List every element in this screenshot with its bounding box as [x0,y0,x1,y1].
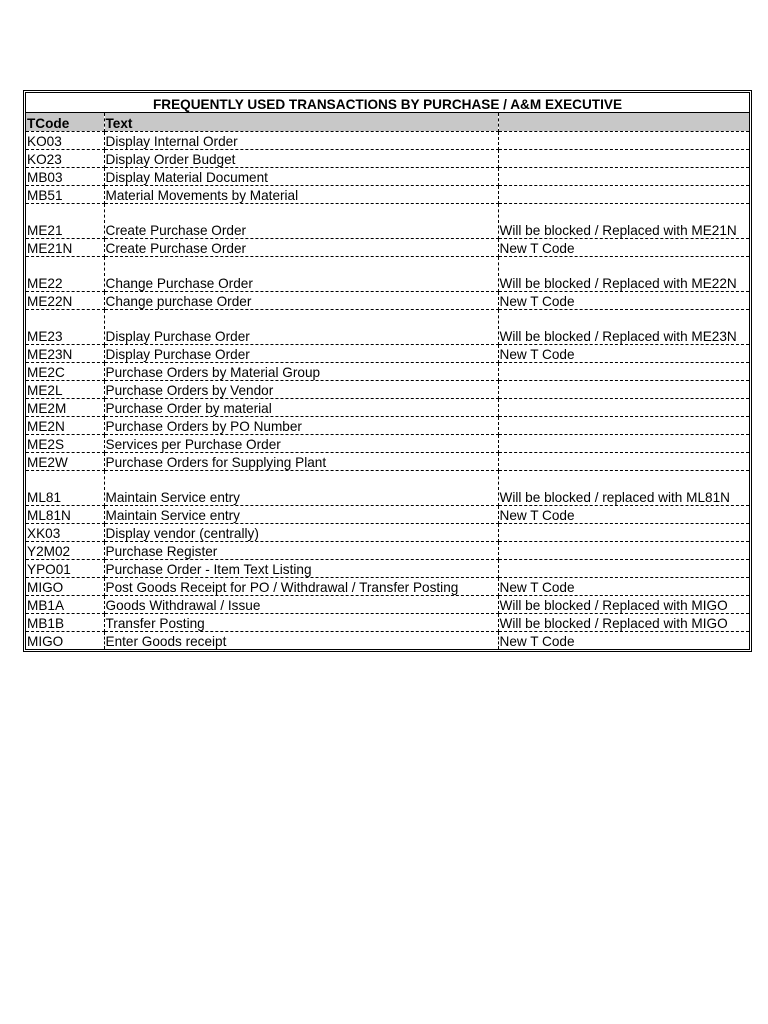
table-row [26,257,749,292]
cell-text: Purchase Order - Item Text Listing [104,560,498,578]
cell-text: Display Purchase Order [104,345,498,363]
table-row [26,524,749,542]
cell-note: New T Code [498,578,749,596]
table-row [26,453,749,471]
cell-text: Enter Goods receipt [104,632,498,650]
cell-tcode: ME2C [26,363,104,381]
cell-note [498,132,749,150]
cell-tcode: MB1B [26,614,104,632]
cell-tcode: YPO01 [26,560,104,578]
table-row [26,471,749,506]
cell-tcode: ME2M [26,399,104,417]
cell-text: Display Material Document [104,168,498,186]
table-row [26,363,749,381]
cell-note: Will be blocked / replaced with ML81N [498,471,749,506]
table-row [26,292,749,310]
table-title-row [26,93,749,113]
cell-tcode: ME23N [26,345,104,363]
cell-text: Material Movements by Material [104,186,498,204]
cell-note [498,186,749,204]
table-row [26,204,749,239]
cell-tcode: ME22 [26,257,104,292]
table-row [26,310,749,345]
cell-text: Change Purchase Order [104,257,498,292]
cell-tcode: ML81 [26,471,104,506]
cell-tcode: MIGO [26,578,104,596]
cell-text: Display Purchase Order [104,310,498,345]
cell-tcode: XK03 [26,524,104,542]
cell-note [498,150,749,168]
table-row [26,632,749,650]
cell-note [498,453,749,471]
cell-tcode: MB1A [26,596,104,614]
cell-text: Purchase Orders for Supplying Plant [104,453,498,471]
cell-text: Change purchase Order [104,292,498,310]
cell-note: Will be blocked / Replaced with ME22N [498,257,749,292]
cell-tcode: KO23 [26,150,104,168]
cell-tcode: ML81N [26,506,104,524]
transactions-table [26,93,749,649]
table-row [26,578,749,596]
cell-tcode: MB03 [26,168,104,186]
cell-note: Will be blocked / Replaced with MIGO [498,614,749,632]
cell-note: New T Code [499,634,575,649]
table-row [26,614,749,632]
cell-text: Purchase Register [104,542,498,560]
table-row [26,381,749,399]
cell-text: Goods Withdrawal / Issue [104,596,498,614]
table-row [26,435,749,453]
cell-text: Display vendor (centrally) [104,524,498,542]
column-header-note [498,113,749,132]
table-body [26,132,749,650]
cell-tcode: ME21N [26,239,104,257]
cell-text: Services per Purchase Order [104,435,498,453]
cell-text: Purchase Orders by Material Group [104,363,498,381]
table-row [26,150,749,168]
cell-note: New T Code [498,239,749,257]
cell-text: Transfer Posting [104,614,498,632]
cell-tcode: ME2W [26,453,104,471]
column-header-text: Text [104,113,498,132]
cell-text: Display Internal Order [104,132,498,150]
cell-note [498,542,749,560]
table-title: FREQUENTLY USED TRANSACTIONS BY PURCHASE / A&M EXECUTIVE [26,93,749,113]
cell-tcode: KO03 [26,132,104,150]
cell-note [498,399,749,417]
cell-text: Create Purchase Order [104,204,498,239]
table-row [26,596,749,614]
cell-tcode: MIGO [26,632,104,650]
cell-tcode: MB51 [26,186,104,204]
table-row [26,506,749,524]
cell-note [498,363,749,381]
cell-text: Create Purchase Order [104,239,498,257]
cell-text: Maintain Service entry [104,471,498,506]
cell-tcode: Y2M02 [26,542,104,560]
cell-text: Post Goods Receipt for PO / Withdrawal / Transfer Posting [104,578,498,596]
table-row [26,132,749,150]
cell-text: Purchase Orders by Vendor [104,381,498,399]
cell-text: Display Order Budget [104,150,498,168]
cell-tcode: ME21 [26,204,104,239]
table-row [26,239,749,257]
cell-note: New T Code [498,292,749,310]
table-row [26,168,749,186]
cell-note [498,524,749,542]
table-row [26,345,749,363]
cell-note: Will be blocked / Replaced with ME21N [498,204,749,239]
cell-text: Purchase Order by material [104,399,498,417]
cell-tcode: ME2N [26,417,104,435]
cell-note: New T Code [498,345,749,363]
cell-note [498,381,749,399]
cell-tcode: ME2S [26,435,104,453]
table-row [26,186,749,204]
cell-note: Will be blocked / Replaced with MIGO [498,596,749,614]
cell-tcode: ME2L [26,381,104,399]
cell-note: New T Code [498,506,749,524]
cell-note [498,168,749,186]
table-header-row [26,113,749,132]
cell-text: Maintain Service entry [104,506,498,524]
table-row [26,417,749,435]
table-row [26,542,749,560]
cell-note [498,417,749,435]
cell-note [498,560,749,578]
table-row [26,560,749,578]
cell-tcode: ME23 [26,310,104,345]
transactions-sheet [23,90,752,652]
table-row [26,399,749,417]
cell-note: Will be blocked / Replaced with ME23N [498,310,749,345]
cell-tcode: ME22N [26,292,104,310]
cell-note [498,435,749,453]
column-header-tcode: TCode [26,113,104,132]
cell-text: Purchase Orders by PO Number [104,417,498,435]
